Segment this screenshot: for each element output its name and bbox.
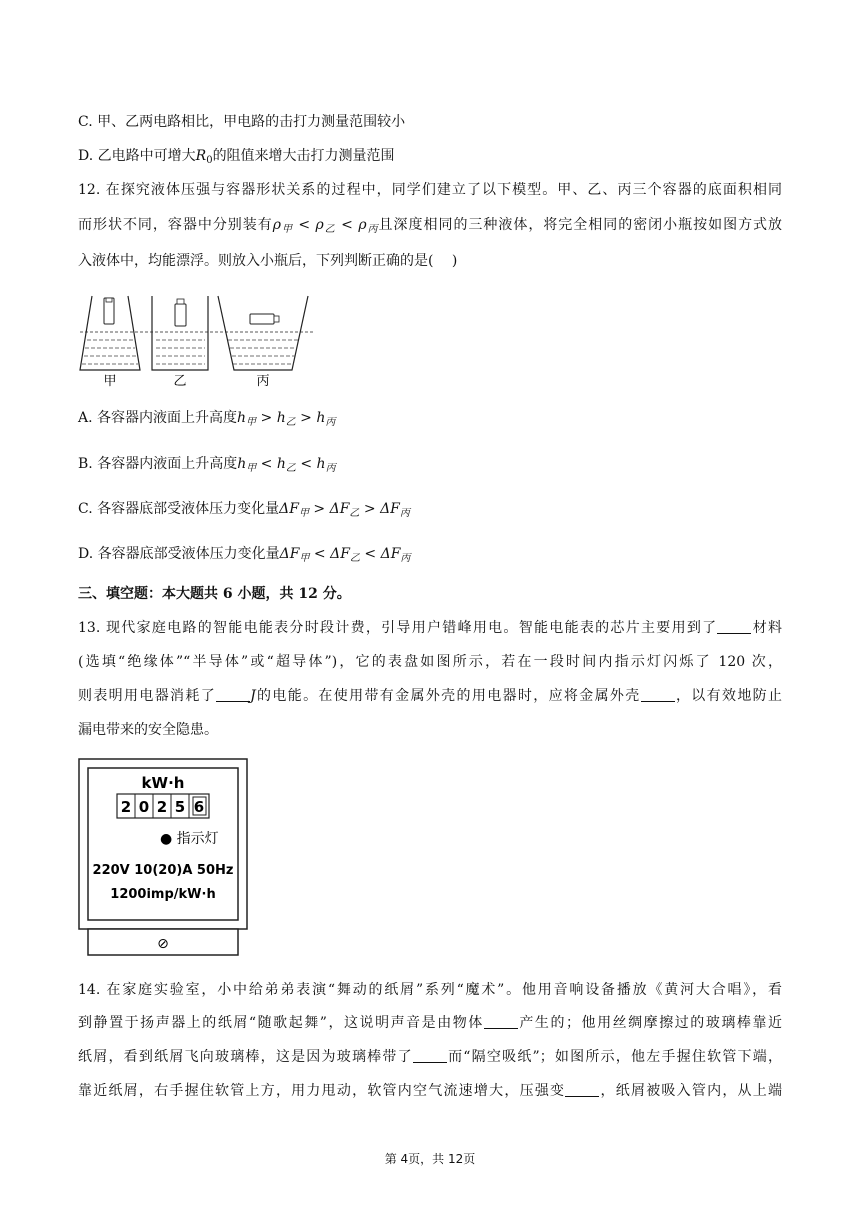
delta-f-symbol: ΔF	[279, 501, 299, 517]
delta-f-symbol: ΔF	[329, 501, 350, 517]
meter-digit: 2	[120, 798, 132, 816]
q14-line3-pre: 纸屑，看到纸屑飞向玻璃棒，这是因为玻璃棒带了	[78, 1049, 413, 1065]
answer-blank[interactable]	[484, 1014, 518, 1029]
q11-option-d	[78, 146, 395, 171]
sub-jia: 甲	[280, 224, 293, 235]
q13-line1	[78, 618, 782, 638]
sub-yi: 乙	[323, 224, 336, 235]
opt-c-text: C. 各容器底部受液体压力变化量	[78, 501, 280, 517]
q12-option-c	[78, 499, 410, 524]
h-symbol: h	[276, 410, 286, 426]
answer-blank[interactable]	[216, 687, 250, 702]
rho-symbol: ρ	[315, 217, 324, 233]
unit-j: J	[250, 688, 256, 704]
lt-sign: <	[292, 217, 316, 233]
opt-a-text: A. 各容器内液面上升高度	[78, 410, 238, 426]
bottle-yi	[175, 304, 186, 326]
meter-digit: 6	[193, 798, 205, 816]
answer-blank[interactable]	[413, 1048, 447, 1063]
q13-line3	[78, 686, 782, 706]
sub-bing: 丙	[399, 508, 410, 519]
sub-yi: 乙	[349, 553, 360, 564]
q14-line4	[78, 1081, 782, 1101]
sub-yi: 乙	[285, 417, 296, 428]
gt-sign: >	[308, 501, 330, 517]
h-symbol: h	[316, 456, 326, 472]
q14-line3	[78, 1047, 782, 1067]
sub-jia: 甲	[246, 417, 257, 428]
q14-line4-post: ，纸屑被吸入管内，从上端	[599, 1083, 783, 1099]
opt-b-text: B. 各容器内液面上升高度	[78, 456, 238, 472]
q13-line3-pre: 则表明用电器消耗了	[78, 688, 217, 704]
meter-digit: 2	[156, 798, 168, 816]
gt-sign: >	[256, 410, 277, 426]
q14-line4-pre: 靠近纸屑，右手握住软管上方，用力甩动，软管内空气流速增大，压强变	[78, 1083, 566, 1099]
answer-blank[interactable]	[717, 619, 751, 634]
delta-f-symbol: ΔF	[380, 546, 401, 562]
lt-sign: <	[359, 546, 381, 562]
h-symbol: h	[237, 410, 247, 426]
lt-sign: <	[295, 456, 317, 472]
meter-digit: 0	[138, 798, 150, 816]
q13-line1-text: 13. 现代家庭电路的智能电能表分时段计费，引导用户错峰用电。智能电能表的芯片主要用到了	[78, 620, 718, 636]
q12-stem-line2	[78, 215, 782, 240]
section-heading-fill-blank: 三、填空题：本大题共 6 小题，共 12 分。	[78, 586, 351, 602]
meter-spec: 220V 10(20)A 50Hz	[92, 863, 234, 878]
sub-bing: 丙	[325, 417, 336, 428]
container-yi	[152, 296, 208, 370]
page-footer: 第 4页，共 12页	[384, 1152, 476, 1166]
q11-option-d-pre: D. 乙电路中可增大	[78, 148, 196, 164]
bottle-bing	[250, 314, 274, 324]
sub-bing: 丙	[325, 463, 336, 474]
q13-line3-end: ，以有效地防止	[674, 688, 783, 704]
q14-line1: 14. 在家庭实验室，小中给弟弟表演“舞动的纸屑”系列“魔术”。他用音响设备播放《黄河大合唱》，看	[78, 982, 782, 998]
container-jia	[80, 296, 140, 370]
sub-jia: 甲	[298, 508, 309, 519]
q14-line2-post: 产生的；他用丝绸摩擦过的玻璃棒靠近	[517, 1015, 782, 1031]
answer-blank[interactable]	[641, 687, 675, 702]
q12-line2-pre: 而形状不同，容器中分别装有	[78, 217, 273, 233]
lt-sign: <	[256, 456, 277, 472]
delta-f-symbol: ΔF	[279, 546, 300, 562]
q12-option-d	[78, 544, 410, 569]
h-symbol: h	[237, 456, 247, 472]
q14-line3-post: 而“隔空吸纸”；如图所示，他左手握住软管下端，	[446, 1049, 782, 1065]
delta-f-symbol: ΔF	[380, 501, 400, 517]
sub-jia: 甲	[246, 463, 257, 474]
var-r: R	[195, 148, 207, 164]
q13-line2: (选填“绝缘体”“半导体”或“超导体”)，它的表盘如图所示，若在一段时间内指示灯闪烁了 120 次，	[78, 654, 782, 670]
q14-line2-pre: 到静置于扬声器上的纸屑“随歌起舞”，这说明声音是由物体	[78, 1015, 484, 1031]
lt-sign: <	[335, 217, 359, 233]
meter-digit-display	[117, 794, 209, 818]
q13-line3-post: 的电能。在使用带有金属外壳的用电器时，应将金属外壳	[255, 688, 641, 704]
indicator-light-label: ● 指示灯	[160, 831, 219, 847]
q12-option-a	[78, 408, 335, 433]
h-symbol: h	[276, 456, 286, 472]
label-bing: 丙	[256, 374, 270, 388]
meter-digit: 5	[174, 798, 186, 816]
q12-stem-line3: 入液体中，均能漂浮。则放入小瓶后，下列判断正确的是( )	[78, 253, 458, 269]
meter-unit: kW·h	[141, 774, 185, 792]
sub-jia: 甲	[299, 553, 310, 564]
gt-sign: >	[359, 501, 381, 517]
h-symbol: h	[316, 410, 326, 426]
screw-icon: ⊘	[157, 936, 169, 952]
lt-sign: <	[309, 546, 331, 562]
label-jia: 甲	[103, 374, 117, 388]
sub-bing: 丙	[366, 224, 379, 235]
energy-meter-figure	[78, 758, 250, 958]
q13-line4: 漏电带来的安全隐患。	[78, 722, 218, 738]
q12-stem-line1: 12. 在探究液体压强与容器形状关系的过程中，同学们建立了以下模型。甲、乙、丙三个容器的底面积相同	[78, 182, 782, 198]
container-bing	[218, 296, 308, 370]
opt-d-text: D. 各容器底部受液体压力变化量	[78, 546, 280, 562]
meter-imp-constant: 1200imp/kW·h	[110, 887, 216, 902]
q14-line2	[78, 1013, 782, 1033]
sub-bing: 丙	[400, 553, 411, 564]
q11-option-c: C. 甲、乙两电路相比，甲电路的击打力测量范围较小	[78, 114, 406, 130]
var-r-sub: 0	[206, 155, 213, 166]
rho-symbol: ρ	[272, 217, 281, 233]
q12-option-b	[78, 454, 336, 479]
q12-containers-figure	[78, 292, 328, 388]
q11-option-d-post: 的阻值来增大击打力测量范围	[212, 148, 395, 164]
sub-yi: 乙	[349, 508, 360, 519]
sub-yi: 乙	[285, 463, 296, 474]
q12-line2-post: 且深度相同的三种液体，将完全相同的密闭小瓶按如图方式放	[378, 217, 783, 233]
gt-sign: >	[295, 410, 317, 426]
answer-blank[interactable]	[565, 1082, 599, 1097]
rho-symbol: ρ	[358, 217, 367, 233]
delta-f-symbol: ΔF	[330, 546, 350, 562]
q13-line1-end: 材料	[751, 620, 783, 636]
label-yi: 乙	[173, 374, 187, 388]
